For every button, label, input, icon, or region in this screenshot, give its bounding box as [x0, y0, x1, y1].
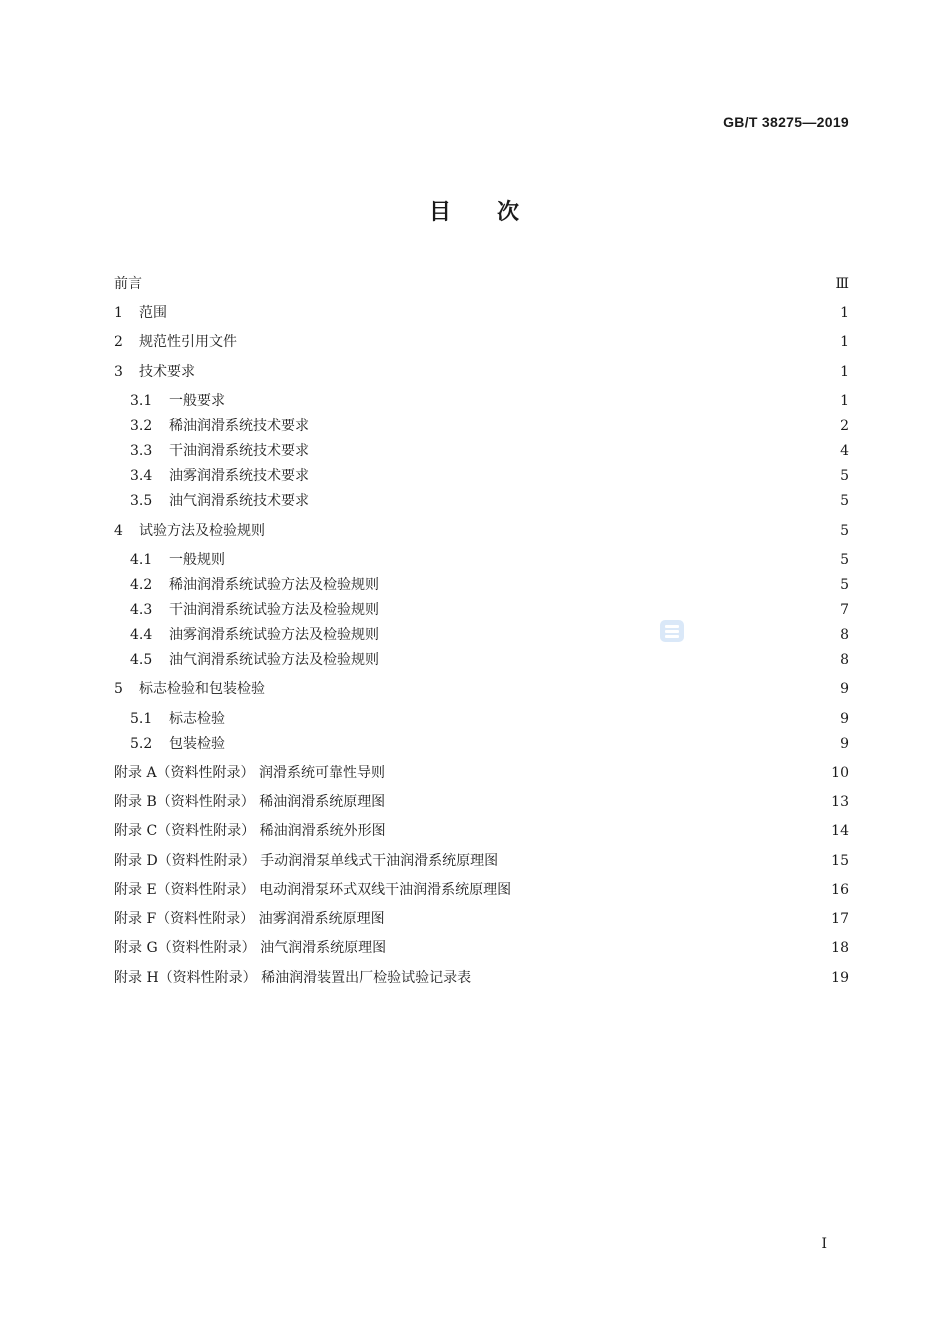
toc-entry-label: 技术要求	[139, 364, 195, 380]
toc-entry-page: 2	[840, 418, 849, 434]
toc-entry[interactable]	[114, 303, 849, 323]
toc-entry[interactable]	[130, 550, 849, 570]
toc-entry-page: 5	[840, 493, 849, 509]
toc-entry[interactable]	[130, 575, 849, 595]
toc-entry-number: 4.2	[130, 577, 153, 593]
toc-entry-page: 9	[840, 736, 849, 752]
toc-entry[interactable]	[114, 362, 849, 382]
dot-leader	[387, 625, 832, 645]
toc-entry-number: 4	[114, 523, 123, 539]
dot-leader	[150, 274, 827, 294]
dot-leader	[387, 575, 832, 595]
toc-entry[interactable]	[130, 625, 849, 645]
toc-entry-page: 8	[840, 627, 849, 643]
toc-entry-number: 3.2	[130, 418, 153, 434]
toc-entry-label: 规范性引用文件	[139, 334, 237, 350]
toc-entry-label: 附录 G（资料性附录） 油气润滑系统原理图	[114, 940, 387, 956]
dot-leader	[317, 441, 832, 461]
toc-entry-label: 范围	[139, 305, 167, 321]
toc-entry-label: 附录 C（资料性附录） 稀油润滑系统外形图	[114, 823, 386, 839]
toc-entry[interactable]	[130, 734, 849, 754]
toc-entry-label: 标志检验和包装检验	[139, 681, 265, 697]
toc-entry[interactable]	[130, 600, 849, 620]
toc-entry-number: 4.1	[130, 552, 153, 568]
toc-entry-label: 油气润滑系统试验方法及检验规则	[169, 652, 379, 668]
dot-leader	[519, 880, 823, 900]
toc-entry-page: 10	[831, 765, 849, 781]
toc-entry[interactable]	[114, 679, 849, 699]
toc-entry-page: 5	[840, 552, 849, 568]
toc-entry-number: 4.4	[130, 627, 153, 643]
toc-entry[interactable]	[130, 441, 849, 461]
toc-entry[interactable]	[114, 332, 849, 352]
toc-entry-number: 2	[114, 334, 123, 350]
toc-entry-page: 1	[840, 364, 849, 380]
toc-entry-page: 13	[831, 794, 849, 810]
dot-leader	[233, 391, 832, 411]
toc-entry[interactable]	[130, 491, 849, 511]
toc-entry-page: 7	[840, 602, 849, 618]
dot-leader	[317, 466, 832, 486]
toc-entry-page: 1	[840, 334, 849, 350]
dot-leader	[394, 821, 824, 841]
toc-entry-number: 3.1	[130, 393, 153, 409]
dot-leader	[393, 909, 824, 929]
toc-entry-number: 3.5	[130, 493, 153, 509]
toc-entry[interactable]	[130, 650, 849, 670]
toc-entry-number: 1	[114, 305, 123, 321]
toc-entry-label: 附录 D（资料性附录） 手动润滑泵单线式干油润滑系统原理图	[114, 853, 499, 869]
toc-entry-page: Ⅲ	[835, 276, 849, 292]
dot-leader	[479, 968, 823, 988]
toc-entry-page: 15	[831, 853, 849, 869]
dot-leader	[273, 521, 832, 541]
dot-leader	[317, 416, 832, 436]
toc-entry[interactable]	[114, 968, 849, 988]
toc-entry[interactable]	[114, 909, 849, 929]
toc-entry[interactable]	[114, 763, 849, 783]
toc-entry-page: 5	[840, 523, 849, 539]
page-title	[0, 195, 950, 226]
toc-entry-label: 干油润滑系统技术要求	[169, 443, 309, 459]
toc-entry[interactable]	[114, 521, 849, 541]
toc-entry-page: 5	[840, 468, 849, 484]
dot-leader	[233, 734, 832, 754]
toc-entry[interactable]	[130, 416, 849, 436]
dot-leader	[393, 763, 823, 783]
toc-entry[interactable]	[114, 274, 849, 294]
toc-entry-label: 附录 A（资料性附录） 润滑系统可靠性导则	[114, 765, 386, 781]
toc-entry-label: 油雾润滑系统试验方法及检验规则	[169, 627, 379, 643]
toc-entry[interactable]	[114, 821, 849, 841]
toc-entry-label: 附录 B（资料性附录） 稀油润滑系统原理图	[114, 794, 386, 810]
toc-entry-label: 附录 H（资料性附录） 稀油润滑装置出厂检验试验记录表	[114, 970, 472, 986]
toc-entry[interactable]	[114, 880, 849, 900]
dot-leader	[233, 709, 832, 729]
toc-entry-label: 包装检验	[169, 736, 225, 752]
toc-entry-page: 4	[840, 443, 849, 459]
dot-leader	[317, 491, 832, 511]
toc-entry-page: 9	[840, 681, 849, 697]
dot-leader	[233, 550, 832, 570]
toc-entry-label: 油雾润滑系统技术要求	[169, 468, 309, 484]
toc-entry-label: 附录 E（资料性附录） 电动润滑泵环式双线干油润滑系统原理图	[114, 882, 512, 898]
toc-entry-page: 1	[840, 393, 849, 409]
toc-entry-page: 19	[831, 970, 849, 986]
dot-leader	[394, 938, 823, 958]
toc-entry-page: 8	[840, 652, 849, 668]
toc-entry-label: 一般要求	[169, 393, 225, 409]
toc-entry[interactable]	[130, 391, 849, 411]
dot-leader	[387, 600, 832, 620]
toc-entry-number: 3.4	[130, 468, 153, 484]
title-char-1: 目	[428, 200, 453, 225]
toc-entry-label: 油气润滑系统技术要求	[169, 493, 309, 509]
watermark-logo-icon	[660, 620, 684, 642]
toc-entry-number: 4.5	[130, 652, 153, 668]
dot-leader	[175, 303, 832, 323]
dot-leader	[273, 679, 832, 699]
toc-entry[interactable]	[114, 851, 849, 871]
toc-entry-page: 5	[840, 577, 849, 593]
dot-leader	[393, 792, 823, 812]
toc-entry-page: 1	[840, 305, 849, 321]
toc-entry[interactable]	[114, 792, 849, 812]
toc-entry-number: 3	[114, 364, 123, 380]
toc-entry-page: 16	[831, 882, 849, 898]
toc-entry-label: 一般规则	[169, 552, 225, 568]
dot-leader	[506, 851, 823, 871]
toc-entry-label: 稀油润滑系统试验方法及检验规则	[169, 577, 379, 593]
toc-entry[interactable]	[130, 466, 849, 486]
toc-entry-number: 4.3	[130, 602, 153, 618]
toc-entry-page: 17	[831, 911, 849, 927]
dot-leader	[245, 332, 832, 352]
toc-entry-page: 18	[831, 940, 849, 956]
toc-entry-label: 干油润滑系统试验方法及检验规则	[169, 602, 379, 618]
toc-entry-number: 5	[114, 681, 123, 697]
dot-leader	[387, 650, 832, 670]
toc-entry-page: 9	[840, 711, 849, 727]
standard-number: GB/T 38275—2019	[723, 114, 849, 130]
toc-entry-label: 标志检验	[169, 711, 225, 727]
page-number: I	[821, 1236, 827, 1252]
toc-entry[interactable]	[114, 938, 849, 958]
toc-entry-number: 5.2	[130, 736, 153, 752]
toc-entry-number: 5.1	[130, 711, 153, 727]
toc-entry-label: 附录 F（资料性附录） 油雾润滑系统原理图	[114, 911, 385, 927]
toc-entry-label: 试验方法及检验规则	[139, 523, 265, 539]
toc-entry-page: 14	[831, 823, 849, 839]
title-char-2: 次	[497, 200, 522, 225]
toc-entry-label: 前言	[114, 276, 142, 292]
toc-entry-number: 3.3	[130, 443, 153, 459]
toc-entry-label: 稀油润滑系统技术要求	[169, 418, 309, 434]
dot-leader	[203, 362, 832, 382]
toc-entry[interactable]	[130, 709, 849, 729]
